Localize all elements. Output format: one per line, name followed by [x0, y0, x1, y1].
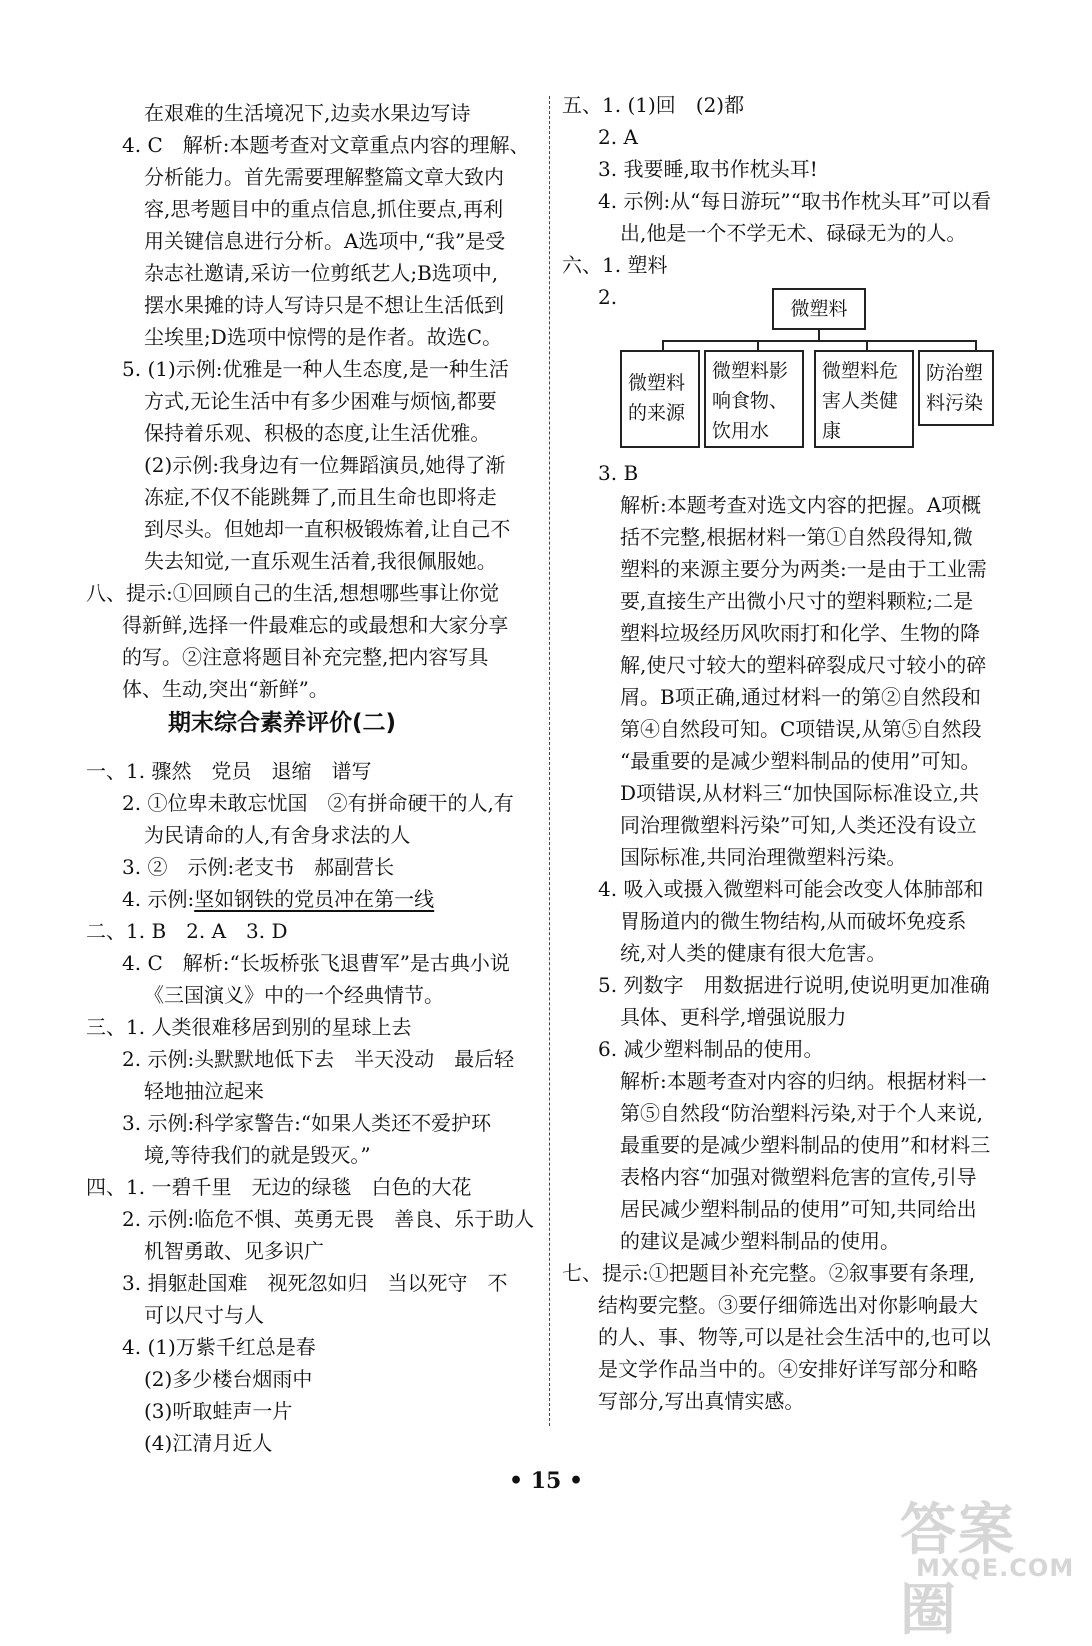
- text-line: 杂志社邀请,采访一位剪纸艺人;B选项中,: [144, 261, 499, 285]
- text-line: 到尽头。但她却一直积极锻炼着,让自己不: [144, 517, 511, 541]
- page-number: • 15 •: [508, 1468, 584, 1494]
- diagram-connector: [818, 330, 820, 340]
- text-line: 尘埃里;D选项中惊愕的是作者。故选C。: [144, 325, 503, 349]
- text-line: 最重要的是减少塑料制品的使用”和材料三: [620, 1133, 991, 1157]
- column-divider: [549, 96, 550, 1426]
- text-line: 是文学作品当中的。④安排好详写部分和略: [598, 1357, 978, 1381]
- diagram-connector: [662, 340, 664, 350]
- text-line: 居民减少塑料制品的使用”可知,共同给出: [620, 1197, 977, 1221]
- text-line: 二、1. B 2. A 3. D: [86, 919, 288, 943]
- diagram-child-text: 微塑料: [628, 372, 686, 394]
- text-line: 的人、事、物等,可以是社会生活中的,也可以: [598, 1325, 991, 1349]
- text-line: 冻症,不仅不能跳舞了,而且生命也即将走: [144, 485, 497, 509]
- text-line: 胃肠道内的微生物结构,从而破坏免疫系: [620, 909, 967, 933]
- text-line: 2. ①位卑未敢忘忧国 ②有拼命硬干的人,有: [122, 791, 514, 815]
- text-line: 2. 示例:头默默地低下去 半天没动 最后轻: [122, 1047, 515, 1071]
- text-line: 括不完整,根据材料一第①自然段得知,微: [620, 525, 973, 549]
- text-line: 摆水果摊的诗人写诗只是不想让生活低到: [144, 293, 504, 317]
- diagram-child-text: 防治塑: [926, 362, 984, 384]
- text-line: 方式,无论生活中有多少困难与烦恼,都要: [144, 389, 497, 413]
- text-line: 4. 示例:从“每日游玩”“取书作枕头耳”可以看: [598, 189, 992, 213]
- text-line: 统,对人类的健康有很大危害。: [620, 941, 887, 965]
- text-line: 七、提示:①把题目补充完整。②叙事要有条理,: [562, 1261, 976, 1285]
- text-line: 第⑤自然段“防治塑料污染,对于个人来说,: [620, 1101, 983, 1125]
- text-line: 八、提示:①回顾自己的生活,想想哪些事让你觉: [86, 581, 500, 605]
- text-line: 要,直接生产出微小尺寸的塑料颗粒;二是: [620, 589, 974, 613]
- watermark-text: 答案圈: [900, 1498, 1016, 1643]
- text-line: (2)多少楼台烟雨中: [144, 1367, 313, 1391]
- text-line: 屑。B项正确,通过材料一的第②自然段和: [620, 685, 982, 709]
- text-line: (2)示例:我身边有一位舞蹈演员,她得了渐: [144, 453, 506, 477]
- text-line: 境,等待我们的就是毁灭。”: [144, 1143, 371, 1167]
- diagram-child-text: 的来源: [628, 402, 686, 424]
- text-line: 4. (1)万紫千红总是春: [122, 1335, 316, 1359]
- diagram-child-text: 微塑料危: [822, 360, 899, 382]
- text-line: 3. 我要睡,取书作枕头耳!: [598, 157, 818, 181]
- text-line: 4. 吸入或摄入微塑料可能会改变人体肺部和: [598, 877, 984, 901]
- concept-diagram: [620, 288, 996, 448]
- text-line: 机智勇敢、见多识广: [144, 1239, 324, 1263]
- text-line: 解析:本题考查对选文内容的把握。A项概: [620, 493, 982, 517]
- text-line: 表格内容“加强对微塑料危害的宣传,引导: [620, 1165, 977, 1189]
- text-line: 3. B: [598, 461, 639, 485]
- diagram-connector: [662, 340, 977, 342]
- text-line: 保持着乐观、积极的态度,让生活优雅。: [144, 421, 491, 445]
- text-line: 三、1. 人类很难移居到别的星球上去: [86, 1015, 412, 1039]
- diagram-connector: [757, 340, 759, 350]
- text-line: 轻地抽泣起来: [144, 1079, 264, 1103]
- text-line: (3)听取蛙声一片: [144, 1399, 293, 1423]
- text-line: 六、1. 塑料: [562, 253, 668, 277]
- diagram-connector: [975, 340, 977, 350]
- underlined-answer: 坚如钢铁的党员冲在第一线: [194, 887, 435, 911]
- watermark-logo: [900, 1486, 1075, 1643]
- text-line: 6. 减少塑料制品的使用。: [598, 1037, 824, 1061]
- text-line: 解析:本题考查对内容的归纳。根据材料一: [620, 1069, 987, 1093]
- text-line: 国际标准,共同治理微塑料污染。: [620, 845, 907, 869]
- text-line: 四、1. 一碧千里 无边的绿毯 白色的大花: [86, 1175, 472, 1199]
- text-line: 具体、更科学,增强说服力: [620, 1005, 847, 1029]
- diagram-child-box: [918, 350, 994, 426]
- diagram-child-text: 康: [822, 420, 842, 442]
- section-title: 期末综合素养评价(二): [168, 710, 397, 736]
- text-line: 3. 捐躯赴国难 视死忽如归 当以死守 不: [122, 1271, 508, 1295]
- text-line: 《三国演义》中的一个经典情节。: [144, 983, 444, 1007]
- diagram-child-box: [620, 350, 700, 448]
- text-line: 容,思考题目中的重点信息,抓住要点,再利: [144, 197, 504, 221]
- diagram-child-text: 响食物、: [712, 390, 789, 412]
- text-line: 在艰难的生活境况下,边卖水果边写诗: [144, 101, 471, 125]
- text-line: 2.: [598, 285, 618, 309]
- text-line: 5. (1)示例:优雅是一种人生态度,是一种生活: [122, 357, 509, 381]
- diagram-child-box: [704, 350, 804, 448]
- text-line: D项错误,从材料三“加快国际标准设立,共: [620, 781, 979, 805]
- diagram-child-box: [814, 350, 914, 448]
- text-line: 用关键信息进行分析。A选项中,“我”是受: [144, 229, 506, 253]
- text-line: 的写。②注意将题目补充完整,把内容写具: [122, 645, 489, 669]
- text-line: “最重要的是减少塑料制品的使用”可知。: [620, 749, 981, 773]
- text-line: 出,他是一个不学无术、碌碌无为的人。: [620, 221, 967, 245]
- text-line: 塑料的来源主要分为两类:一是由于工业需: [620, 557, 987, 581]
- text-line: 失去知觉,一直乐观生活着,我很佩服她。: [144, 549, 497, 573]
- diagram-root-box: 微塑料: [772, 288, 866, 330]
- text-line: 为民请命的人,有舍身求法的人: [144, 823, 411, 847]
- text-line: 解,使尺寸较大的塑料碎裂成尺寸较小的碎: [620, 653, 987, 677]
- text-line: 5. 列数字 用数据进行说明,使说明更加准确: [598, 973, 990, 997]
- diagram-child-text: 料污染: [926, 392, 984, 414]
- text-line: 3. ② 示例:老支书 郝副营长: [122, 855, 395, 879]
- text-line: 写部分,写出真情实感。: [598, 1389, 805, 1413]
- watermark-url: MXQE.COM: [916, 1554, 1075, 1582]
- text-line: 4. C 解析:本题考查对文章重点内容的理解、: [122, 133, 530, 157]
- text-line: 分析能力。首先需要理解整篇文章大致内: [144, 165, 504, 189]
- text-line: 得新鲜,选择一件最难忘的或最想和大家分享: [122, 613, 509, 637]
- diagram-child-text: 饮用水: [712, 420, 770, 442]
- answer-line: [122, 886, 434, 912]
- text-line: 4. C 解析:“长坂桥张飞退曹军”是古典小说: [122, 951, 510, 975]
- diagram-child-text: 害人类健: [822, 390, 899, 412]
- text-line: 同治理微塑料污染”可知,人类还没有设立: [620, 813, 977, 837]
- text-line: (4)江清月近人: [144, 1431, 273, 1455]
- text-line: 五、1. (1)回 (2)都: [562, 93, 745, 117]
- text-line: 一、1. 骤然 党员 退缩 谱写: [86, 759, 372, 783]
- answer-prefix: 4. 示例:: [122, 887, 195, 911]
- text-line: 的建议是减少塑料制品的使用。: [620, 1229, 900, 1253]
- diagram-connector: [866, 340, 868, 350]
- text-line: 塑料垃圾经历风吹雨打和化学、生物的降: [620, 621, 980, 645]
- text-line: 2. 示例:临危不惧、英勇无畏 善良、乐于助人: [122, 1207, 535, 1231]
- text-line: 3. 示例:科学家警告:“如果人类还不爱护环: [122, 1111, 492, 1135]
- text-line: 结构要完整。③要仔细筛选出对你影响最大: [598, 1293, 978, 1317]
- text-line: 体、生动,突出“新鲜”。: [122, 677, 329, 701]
- text-line: 可以尺寸与人: [144, 1303, 264, 1327]
- diagram-child-text: 微塑料影: [712, 360, 789, 382]
- text-line: 2. A: [598, 125, 638, 149]
- text-line: 第④自然段可知。C项错误,从第⑤自然段: [620, 717, 982, 741]
